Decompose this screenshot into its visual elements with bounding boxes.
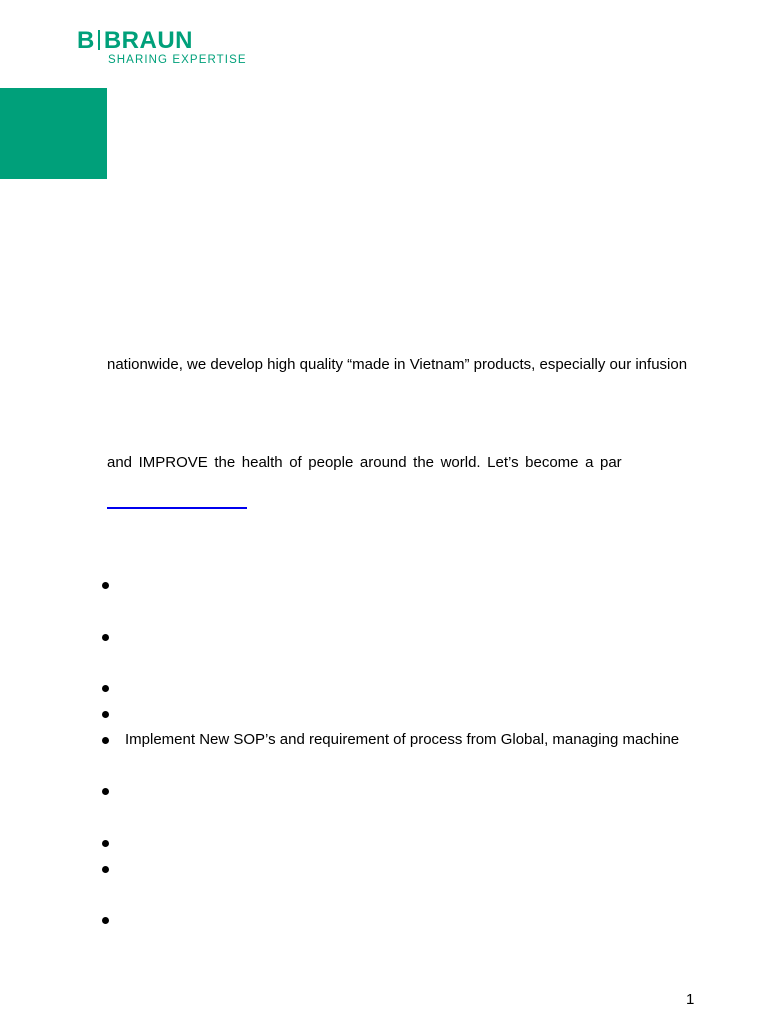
bullet-point-icon (102, 634, 109, 641)
body-text-line: and IMPROVE the health of people around the world. Let’s become a par (107, 454, 622, 471)
bullet-point-icon (102, 917, 109, 924)
logo-tagline: SHARING EXPERTISE (108, 54, 247, 66)
bullet-point-icon (102, 737, 109, 744)
bullet-point-icon (102, 788, 109, 795)
logo-letter-b: B (77, 27, 95, 54)
bullet-point-icon (102, 711, 109, 718)
bullet-point-icon (102, 685, 109, 692)
bullet-point-icon (102, 840, 109, 847)
bullet-point-icon (102, 582, 109, 589)
green-accent-block (0, 88, 107, 179)
page-number: 1 (686, 991, 695, 1008)
bullet-point-icon (102, 866, 109, 873)
hyperlink-underline[interactable] (107, 507, 247, 509)
bullet-item-text: Implement New SOP’s and requirement of process from Global, managing machine (125, 731, 680, 748)
logo-separator (98, 30, 100, 50)
body-text-line: nationwide, we develop high quality “made in Vietnam” products, especially our infusion (107, 356, 688, 373)
logo-brand-name: BRAUN (103, 27, 194, 54)
logo-wordmark (77, 29, 193, 53)
bbraun-logo (77, 29, 277, 69)
